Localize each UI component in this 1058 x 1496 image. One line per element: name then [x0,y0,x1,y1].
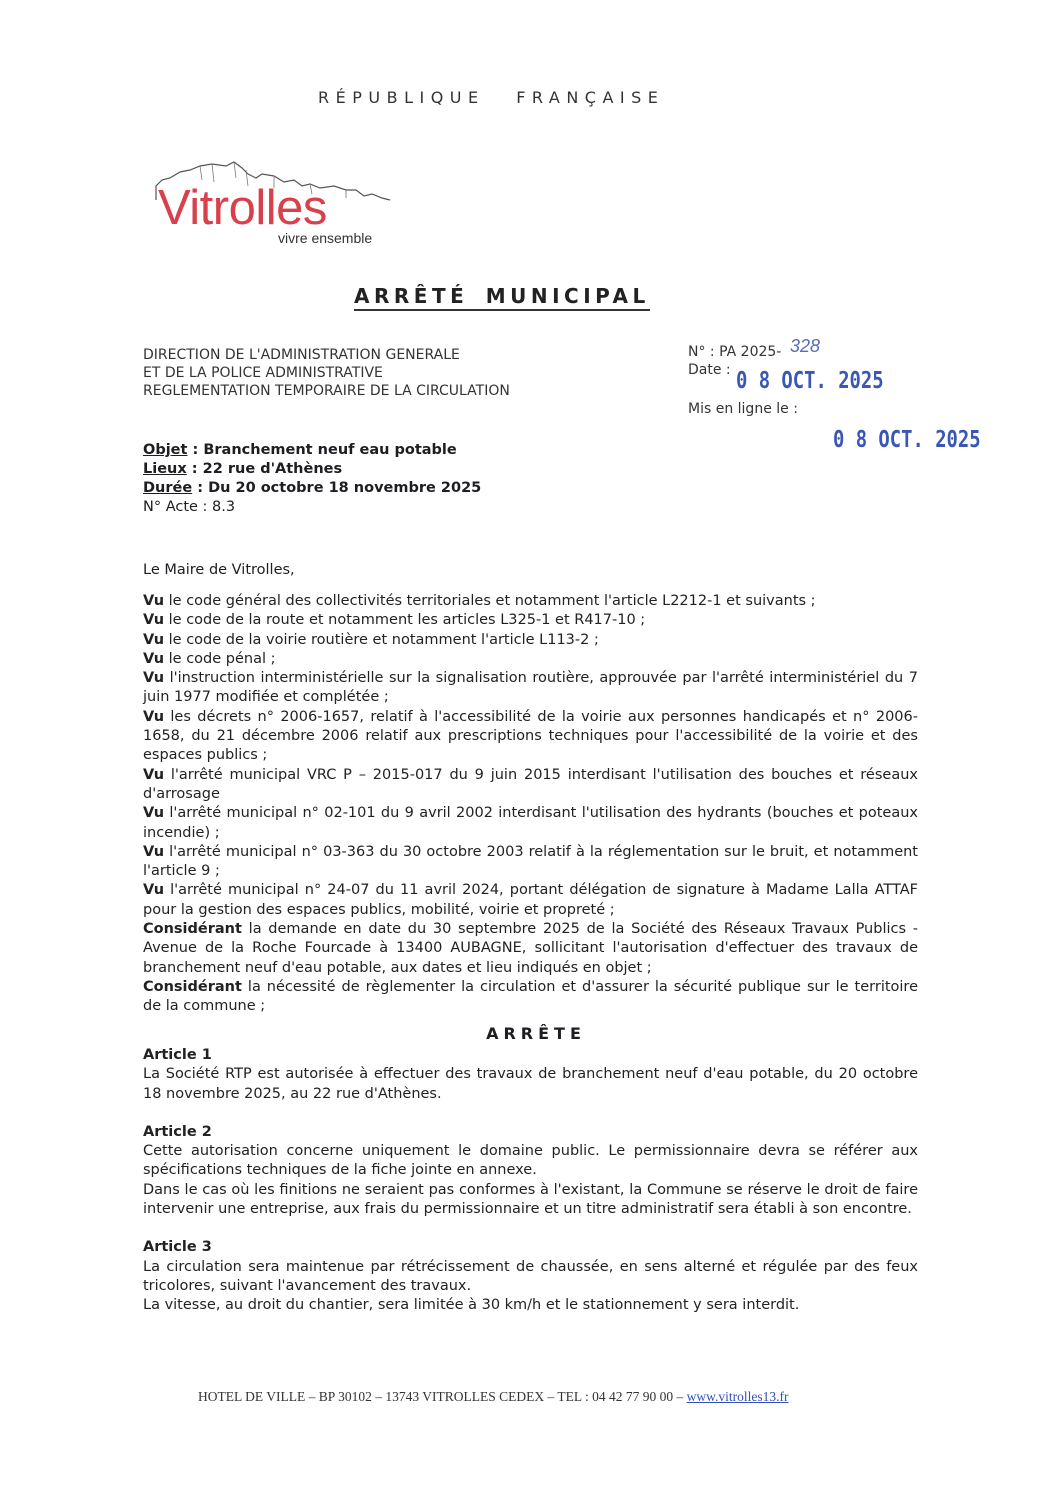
direction-block [143,346,510,400]
visa-item: Vu le code général des collectivités territoriales et notamment l'article L2212-1 et suivants ; [143,593,816,609]
online-label: Mis en ligne le : [688,401,798,417]
objet-line: Objet : Branchement neuf eau potable [143,442,457,458]
vitrolles-logo [150,160,400,250]
visa-item: Considérant la demande en date du 30 septembre 2025 de la Société des Réseaux Travaux Publics - Avenue de la Roche Fourcade à 13400 AUBAGNE, sollicitant l'autorisation d'effectuer des travaux de branchement neuf d'eau potable, aux dates et lieu indiqués en objet ; [143,921,918,976]
visa-item: Vu les décrets n° 2006-1657, relatif à l'accessibilité de la voirie aux personnes handicapés et n° 2006-1658, du 21 décembre 2006 relatif aux prescriptions techniques pour l'accessibilité de la voirie et des espaces publics ; [143,708,918,764]
republique-heading: RÉPUBLIQUE FRANÇAISE [318,88,665,107]
subject-block [143,441,481,517]
visa-item: Vu l'arrêté municipal n° 02-101 du 9 avril 2002 interdisant l'utilisation des hydrants (bouches et poteaux incendie) ; [143,805,918,841]
direction-line: ET DE LA POLICE ADMINISTRATIVE [143,365,383,381]
handwritten-number: 328 [790,336,821,356]
article-paragraph: La vitesse, au droit du chantier, sera limitée à 30 km/h et le stationnement y sera interdit. [143,1297,800,1314]
visa-item: Vu l'arrêté municipal VRC P – 2015-017 du 9 juin 2015 interdisant l'utilisation des bouches et réseaux d'arrosage [143,766,918,802]
visas-list [143,592,918,1017]
footer-address: HOTEL DE VILLE – BP 30102 – 13743 VITROLLES CEDEX – TEL : 04 42 77 90 00 – [198,1389,687,1404]
website-link[interactable]: www.vitrolles13.fr [686,1389,789,1404]
article-paragraph: Dans le cas où les finitions ne seraient pas conformes à l'existant, la Commune se réserve le droit de faire intervenir une entreprise, aux frais du permissionnaire et un titre administratif sera établi à son encontre. [143,1181,918,1218]
date-label: Date : [688,362,731,378]
online-date-stamp: 0 8 OCT. 2025 [833,427,981,453]
document-title: ARRÊTÉ MUNICIPAL [354,284,650,311]
visa-item: Vu l'arrêté municipal n° 24-07 du 11 avril 2024, portant délégation de signature à Madame Lalla ATTAF pour la gestion des espaces publics, mobilité, voirie et propreté ; [143,882,918,918]
visa-item: Vu le code de la voirie routière et notamment l'article L113-2 ; [143,631,599,648]
articles-section [143,1046,918,1316]
maire-line: Le Maire de Vitrolles, [143,562,295,578]
visa-item: Vu l'instruction interministérielle sur la signalisation routière, approuvée par l'arrêté interministériel du 7 juin 1977 modifiée et complétée ; [143,670,918,706]
article-paragraph: La Société RTP est autorisée à effectuer des travaux de branchement neuf d'eau potable, du 20 octobre 18 novembre 2025, au 22 rue d'Athènes. [143,1066,918,1102]
article-paragraph: Cette autorisation concerne uniquement le domaine public. Le permissionnaire devra se référer aux spécifications techniques de la fiche jointe en annexe. [143,1143,918,1179]
visa-item: Vu le code pénal ; [143,650,276,667]
direction-line: DIRECTION DE L'ADMINISTRATION GENERALE [143,347,460,363]
date-stamp: 0 8 OCT. 2025 [736,368,884,394]
article-paragraph: La circulation sera maintenue par rétrécissement de chaussée, en sens alterné et régulée par des feux tricolores, suivant l'avancement des travaux. [143,1258,918,1294]
visa-item: Considérant la nécessité de règlementer la circulation et d'assurer la sécurité publique sur le territoire de la commune ; [143,978,918,1015]
logo-tagline: vivre ensemble [278,230,373,246]
article-title: Article 2 [143,1123,212,1140]
arrete-heading: ARRÊTE [486,1024,586,1043]
article-title: Article 1 [143,1047,212,1063]
logo-wordmark: Vitrolles [158,181,327,235]
duree-line: Durée : Du 20 octobre 18 novembre 2025 [143,480,482,496]
footer [198,1389,788,1405]
visa-item: Vu le code de la route et notamment les articles L325-1 et R417-10 ; [143,612,646,629]
direction-line: REGLEMENTATION TEMPORAIRE DE LA CIRCULATION [143,383,510,399]
acte-line: N° Acte : 8.3 [143,499,236,515]
visa-item: Vu l'arrêté municipal n° 03-363 du 30 octobre 2003 relatif à la réglementation sur le bruit, et notamment l'article 9 ; [143,843,918,880]
lieux-line: Lieux : 22 rue d'Athènes [143,461,343,477]
article-title: Article 3 [143,1239,212,1256]
number-label: N° : PA 2025- [688,344,782,360]
